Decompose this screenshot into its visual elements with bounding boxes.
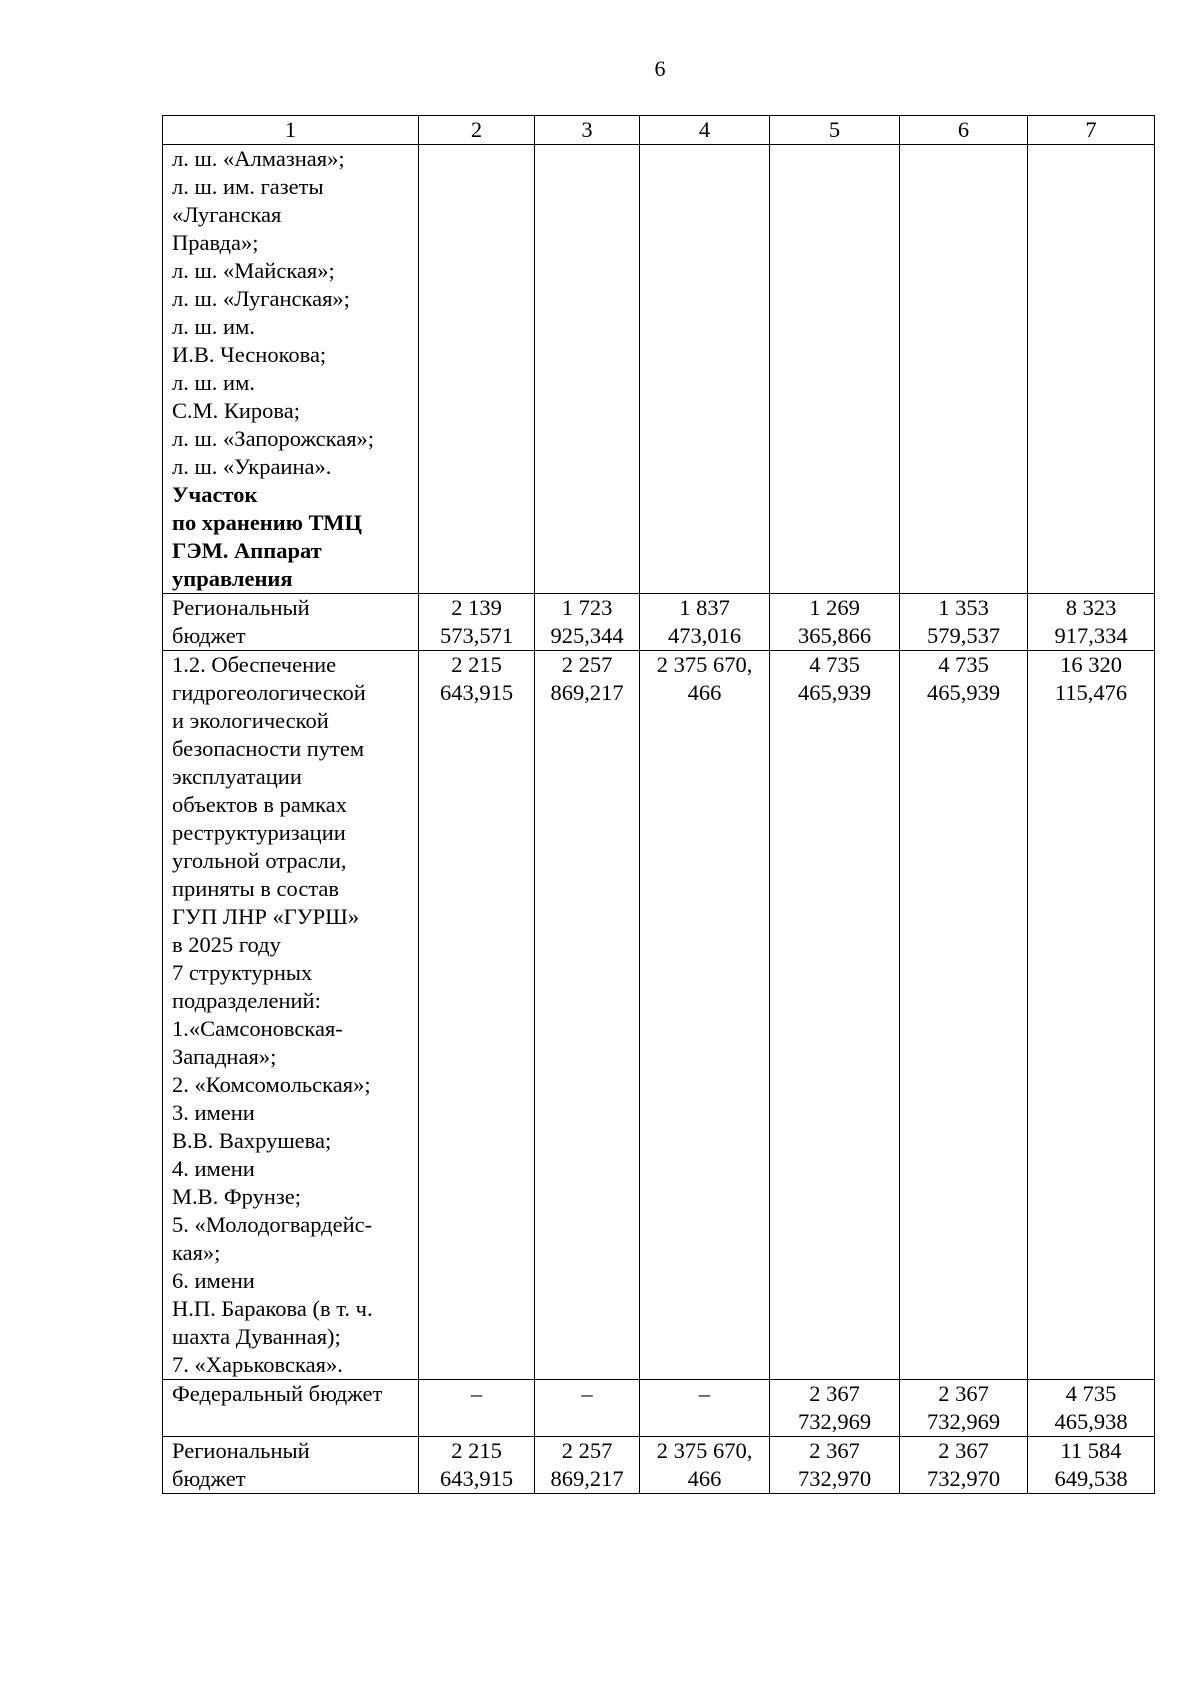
label-line: приняты в состав	[172, 876, 340, 901]
value-line: 2 367	[938, 1438, 989, 1463]
label-line: Н.П. Баракова (в т. ч.	[172, 1296, 373, 1321]
value-cell	[535, 1437, 640, 1494]
table-header-row	[163, 116, 1155, 145]
value-line: 643,915	[439, 1466, 514, 1491]
label-line: Западная»;	[172, 1044, 277, 1069]
value-cell	[900, 1380, 1028, 1437]
label-line: 1.2. Обеспечение	[172, 652, 337, 677]
value-cell	[535, 1380, 640, 1437]
value-line: 2 367	[938, 1381, 989, 1406]
label-line: бюджет	[172, 1466, 246, 1491]
label-line: 1.«Самсоновская-	[172, 1016, 343, 1041]
value-line: 732,970	[926, 1466, 1001, 1491]
value-line: 115,476	[1054, 680, 1128, 705]
value-cell	[900, 145, 1028, 594]
label-line: бюджет	[172, 623, 246, 648]
label-line: в 2025 году	[172, 932, 281, 957]
value-cell	[419, 651, 535, 1380]
value-line: 465,939	[797, 680, 872, 705]
label-line: 3. имени	[172, 1100, 255, 1125]
label-line: и экологической	[172, 708, 329, 733]
label-line: 7. «Харьковская».	[172, 1352, 343, 1377]
label-line: л. ш. «Украина».	[172, 454, 332, 479]
value-line: 573,571	[439, 623, 514, 648]
label-line: С.М. Кирова;	[172, 398, 301, 423]
section-heading-line: ГЭМ. Аппарат	[172, 538, 322, 563]
row-label-cell	[163, 651, 419, 1380]
label-line: подразделений:	[172, 988, 321, 1013]
value-line: 732,970	[797, 1466, 872, 1491]
value-line: 2 257	[561, 1438, 613, 1463]
label-line: л. ш. им.	[172, 314, 255, 339]
value-line: 2 139	[451, 595, 502, 620]
table-row	[163, 1380, 1155, 1437]
label-line: 6. имени	[172, 1268, 255, 1293]
row-label-cell	[163, 1380, 419, 1437]
value-line: 466	[687, 680, 722, 705]
header-cell: 1	[163, 116, 419, 145]
label-line: гидрогеологической	[172, 680, 366, 705]
value-line: 649,538	[1054, 1466, 1128, 1491]
value-cell	[770, 145, 900, 594]
value-line: –	[470, 1381, 483, 1406]
value-line: 869,217	[550, 1466, 624, 1491]
value-line: –	[698, 1381, 711, 1406]
value-cell	[1028, 1380, 1155, 1437]
value-line: 4 735	[809, 652, 860, 677]
label-line: л. ш. «Майская»;	[172, 258, 335, 283]
value-cell	[1028, 1437, 1155, 1494]
value-line: 869,217	[550, 680, 624, 705]
header-cell: 4	[640, 116, 770, 145]
value-cell	[535, 651, 640, 1380]
value-cell	[770, 1437, 900, 1494]
header-cell: 6	[900, 116, 1028, 145]
value-cell	[640, 145, 770, 594]
row-label-cell	[163, 145, 419, 594]
header-cell: 2	[419, 116, 535, 145]
value-cell	[419, 145, 535, 594]
value-cell	[1028, 145, 1155, 594]
label-line: л. ш. «Алмазная»;	[172, 146, 345, 171]
value-line: 2 215	[451, 1438, 502, 1463]
label-line: шахта Дуванная);	[172, 1324, 341, 1349]
value-line: 465,939	[926, 680, 1001, 705]
value-cell	[419, 594, 535, 651]
label-line: Федеральный бюджет	[172, 1381, 383, 1406]
row-label-cell	[163, 594, 419, 651]
label-line: безопасности путем	[172, 736, 365, 761]
header-cell: 7	[1028, 116, 1155, 145]
value-line: 732,969	[797, 1409, 872, 1434]
section-heading-line: Участок	[172, 482, 258, 507]
value-cell	[640, 1380, 770, 1437]
label-line: 2. «Комсомольская»;	[172, 1072, 371, 1097]
value-line: 579,537	[926, 623, 1001, 648]
value-cell	[770, 1380, 900, 1437]
value-cell	[770, 594, 900, 651]
label-line: л. ш. «Запорожская»;	[172, 426, 375, 451]
value-cell	[535, 145, 640, 594]
label-line: Региональный	[172, 1438, 310, 1463]
value-line: 732,969	[926, 1409, 1001, 1434]
label-line: л. ш. «Луганская»;	[172, 286, 350, 311]
value-cell	[640, 1437, 770, 1494]
table-row	[163, 651, 1155, 1380]
value-line: 466	[687, 1466, 722, 1491]
row-label-cell	[163, 1437, 419, 1494]
value-line: 16 320	[1060, 652, 1122, 677]
value-cell	[640, 594, 770, 651]
label-line: Региональный	[172, 595, 310, 620]
table-row	[163, 1437, 1155, 1494]
table-row	[163, 145, 1155, 594]
value-cell	[900, 594, 1028, 651]
value-line: 643,915	[439, 680, 514, 705]
label-line: И.В. Чеснокова;	[172, 342, 327, 367]
label-line: 4. имени	[172, 1156, 255, 1181]
label-line: ГУП ЛНР «ГУРШ»	[172, 904, 360, 929]
label-line: «Луганская	[172, 202, 282, 227]
value-line: 1 837	[679, 595, 730, 620]
label-line: Правда»;	[172, 230, 259, 255]
section-heading-line: управления	[172, 566, 293, 591]
header-cell: 3	[535, 116, 640, 145]
value-cell	[770, 651, 900, 1380]
value-cell	[419, 1380, 535, 1437]
value-line: 465,938	[1054, 1409, 1128, 1434]
value-cell	[1028, 651, 1155, 1380]
label-line: эксплуатации	[172, 764, 302, 789]
page-number: 6	[654, 56, 666, 81]
label-line: угольной отрасли,	[172, 848, 347, 873]
value-line: 4 735	[938, 652, 989, 677]
value-cell	[900, 651, 1028, 1380]
table-row	[163, 594, 1155, 651]
value-cell	[900, 1437, 1028, 1494]
value-line: 925,344	[550, 623, 624, 648]
label-line: л. ш. им.	[172, 370, 255, 395]
header-cell: 5	[770, 116, 900, 145]
value-line: 2 257	[561, 652, 613, 677]
value-cell	[1028, 594, 1155, 651]
label-line: кая»;	[172, 1240, 221, 1265]
value-line: 11 584	[1060, 1438, 1122, 1463]
value-line: 365,866	[797, 623, 872, 648]
value-line: 473,016	[667, 623, 742, 648]
value-cell	[419, 1437, 535, 1494]
label-line: л. ш. им. газеты	[172, 174, 324, 199]
value-line: 917,334	[1054, 623, 1128, 648]
value-line: 2 215	[451, 652, 502, 677]
value-line: 2 367	[809, 1438, 860, 1463]
value-line: 1 723	[561, 595, 613, 620]
value-cell	[535, 594, 640, 651]
value-line: 1 269	[809, 595, 860, 620]
value-line: 4 735	[1065, 1381, 1117, 1406]
label-line: реструктуризации	[172, 820, 346, 845]
value-line: –	[581, 1381, 593, 1406]
label-line: 5. «Молодогвардейс-	[172, 1212, 373, 1237]
label-line: М.В. Фрунзе;	[172, 1184, 302, 1209]
label-line: объектов в рамках	[172, 792, 347, 817]
value-line: 8 323	[1065, 595, 1117, 620]
budget-table	[162, 115, 1155, 1494]
table-body	[163, 116, 1155, 1494]
value-line: 2 375 670,	[656, 652, 753, 677]
value-cell	[640, 651, 770, 1380]
section-heading-line: по хранению ТМЦ	[172, 510, 362, 535]
value-line: 2 367	[809, 1381, 860, 1406]
label-line: В.В. Вахрушева;	[172, 1128, 332, 1153]
label-line: 7 структурных	[172, 960, 313, 985]
value-line: 2 375 670,	[656, 1438, 753, 1463]
value-line: 1 353	[938, 595, 989, 620]
